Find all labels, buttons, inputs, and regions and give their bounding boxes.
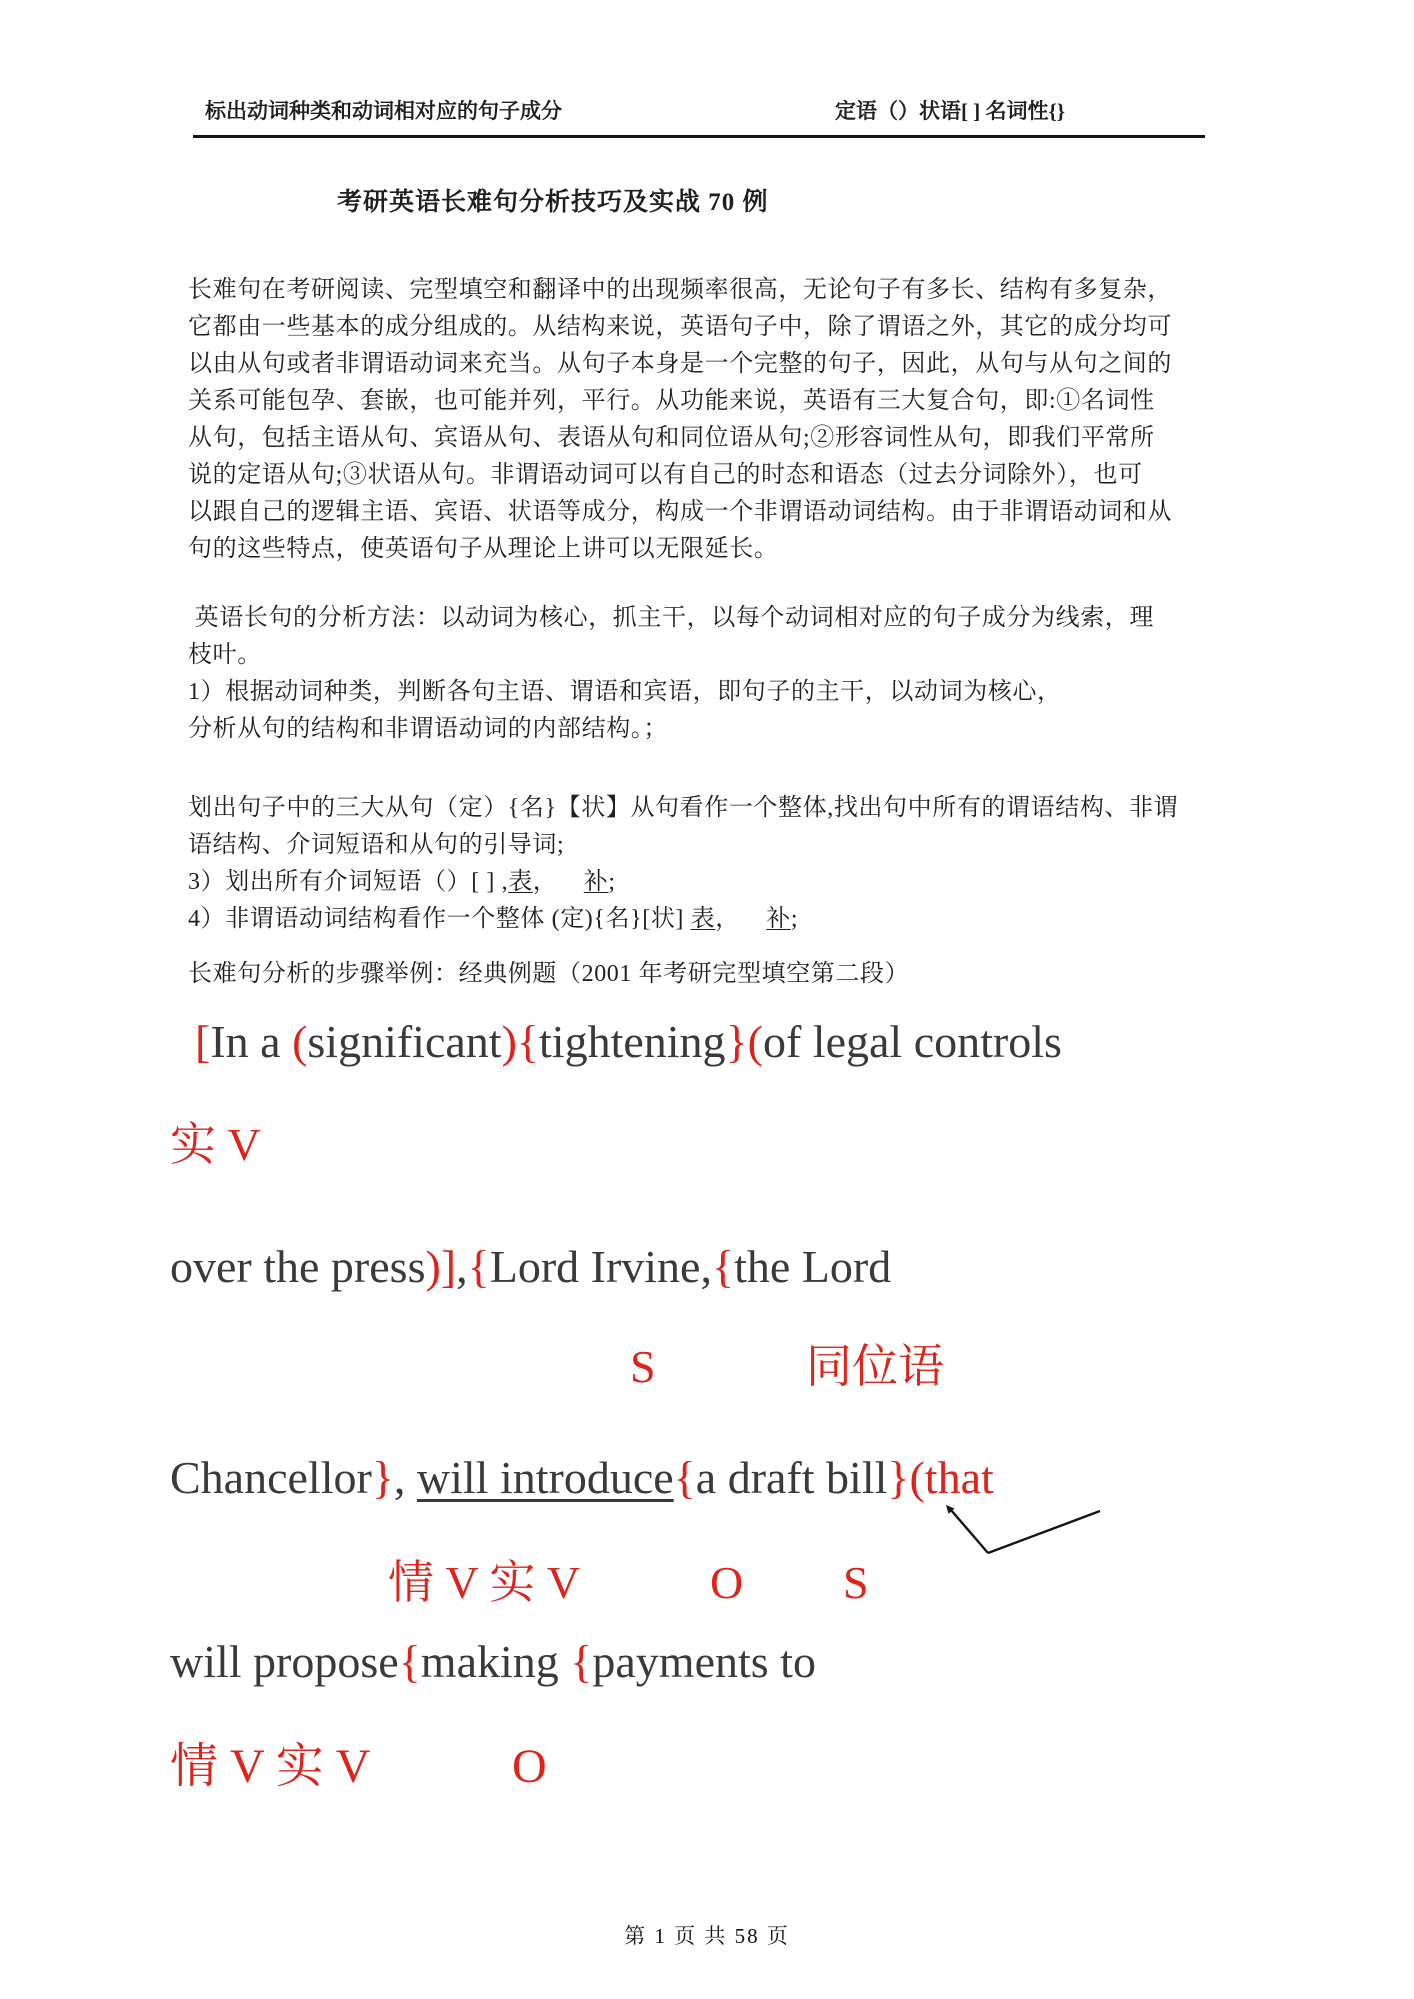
paragraph-line: 以跟自己的逻辑主语、宾语、状语等成分，构成一个非谓语动词结构。由于非谓语动词和从 xyxy=(188,499,1172,525)
paragraph-line: 枝叶。 xyxy=(188,642,262,668)
paragraph-line: 说的定语从句;③状语从句。非谓语动词可以有自己的时态和语态（过去分词除外），也可 xyxy=(188,462,1143,488)
paragraph-line: 划出句子中的三大从句（定）{名}【状】从句看作一个整体,找出句中所有的谓语结构、非谓 xyxy=(188,795,1179,821)
steps-paragraph xyxy=(188,790,1208,938)
annotation-object: O xyxy=(710,1557,744,1608)
paragraph-line: 分析从句的结构和非谓语动词的内部结构。； xyxy=(188,716,668,742)
example-intro xyxy=(188,956,1208,993)
annotation-subject: S xyxy=(843,1557,869,1608)
annotation-subject: S xyxy=(630,1341,656,1392)
page-header xyxy=(193,85,1205,138)
header-right-legend: 定语（）状语[ ] 名词性{} xyxy=(835,99,1066,123)
paragraph-line: 它都由一些基本的成分组成的。从结构来说，英语句子中，除了谓语之外，其它的成分均可 xyxy=(188,314,1172,340)
sentence-line-2: over the press)],{Lord Irvine,{the Lord xyxy=(170,1241,892,1292)
sentence-line-1: [In a (significant){tightening}(of legal controls xyxy=(195,1016,1062,1067)
method-paragraph xyxy=(188,600,1208,748)
sentence-line-3: Chancellor}, will introduce{a draft bill}(that xyxy=(170,1452,994,1503)
page-number: 第 1 页 共 58 页 xyxy=(624,1924,790,1948)
reference-arrow-icon xyxy=(900,1495,1120,1565)
annotation-verb-type: 实 V xyxy=(170,1119,261,1170)
header-left-note: 标出动词种类和动词相对应的句子成分 xyxy=(205,99,562,123)
paragraph-line: 1）根据动词种类，判断各句主语、谓语和宾语，即句子的主干，以动词为核心， xyxy=(188,679,1062,705)
paragraph-line: 长难句在考研阅读、完型填空和翻译中的出现频率很高，无论句子有多长、结构有多复杂， xyxy=(188,277,1172,303)
page-title: 考研英语长难句分析技巧及实战 70 例 xyxy=(337,189,769,216)
intro-paragraph xyxy=(188,272,1208,568)
paragraph-line: 英语长句的分析方法：以动词为核心，抓主干，以每个动词相对应的句子成分为线索，理 xyxy=(188,605,1155,631)
paragraph-line: 关系可能包孕、套嵌，也可能并列，平行。从功能来说，英语有三大复合句，即:①名词性 xyxy=(188,388,1155,414)
annotation-object: O xyxy=(512,1740,547,1793)
annotation-apposition: 同位语 xyxy=(806,1341,944,1392)
paragraph-line: 从句，包括主语从句、宾语从句、表语从句和同位语从句;②形容词性从句，即我们平常所 xyxy=(188,425,1155,451)
paragraph-line: 长难句分析的步骤举例：经典例题（2001 年考研完型填空第二段） xyxy=(188,961,910,987)
annotation-verb-type: 情 V 实 V xyxy=(170,1740,371,1793)
paragraph-line: 4）非谓语动词结构看作一个整体 (定){名}[状] 表， 补; xyxy=(188,906,799,932)
paragraph-line: 以由从句或者非谓语动词来充当。从句子本身是一个完整的句子，因此，从句与从句之间的 xyxy=(188,351,1172,377)
sentence-line-4: will propose{making {payments to xyxy=(170,1636,816,1687)
paragraph-line: 语结构、介词短语和从句的引导词; xyxy=(188,832,565,858)
paragraph-line: 句的这些特点，使英语句子从理论上讲可以无限延长。 xyxy=(188,536,779,562)
annotation-verb-type: 情 V 实 V xyxy=(388,1557,581,1608)
paragraph-line: 3）划出所有介词短语（）[ ] ,表， 补; xyxy=(188,869,616,895)
